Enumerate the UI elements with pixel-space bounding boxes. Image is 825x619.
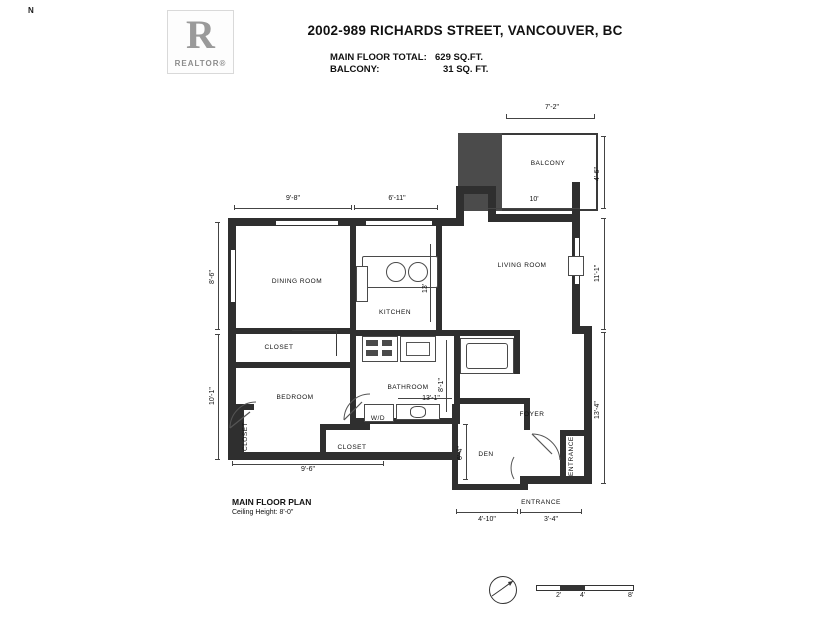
dim-dining-left: 8'-6" (209, 270, 216, 284)
tick-d4 (215, 459, 220, 460)
tick-a3 (601, 136, 606, 137)
tick-e2 (383, 461, 384, 466)
wall-closet-bottom (236, 362, 356, 368)
dimline-entrance-bottom (520, 512, 582, 513)
wall-balcony-top (502, 133, 598, 135)
dim-balcony-depth: 4'-6" (594, 167, 601, 181)
door-den-arc (500, 455, 528, 483)
kitchen-sink-2 (406, 342, 430, 356)
room-label-bathroom: BATHROOM (387, 384, 429, 391)
wall-bottom-den (452, 484, 528, 490)
wall-bath-top (442, 330, 520, 336)
dimline-bedroom-bottom (232, 464, 384, 465)
room-label-closet-dining: CLOSET (264, 344, 294, 351)
dim-bath-width: 13'-1" (422, 395, 440, 402)
dim-right-lower: 13'-4" (594, 401, 601, 419)
tick-g4 (581, 509, 582, 514)
dim-balcony-width: 7'-2" (545, 104, 559, 111)
dim-dining-top: 9'-8" (286, 195, 300, 202)
bathtub-inner (466, 343, 508, 369)
dimline-bedroom-left (218, 334, 219, 460)
scale-bar (536, 583, 634, 599)
tick-b4 (601, 483, 606, 484)
tick-a1 (506, 114, 507, 119)
ceiling-height-note: Ceiling Height: 8'-0" (232, 509, 294, 516)
door-entrance-arc (530, 430, 564, 464)
tick-c1 (234, 205, 235, 210)
window-dining-left (230, 250, 236, 302)
tick-b2 (601, 329, 606, 330)
stove-burner-1 (366, 340, 378, 346)
wall-top-right (488, 214, 580, 222)
room-label-closet-bedroom-2: CLOSET (337, 444, 367, 451)
dimline-kitchen-top (354, 208, 438, 209)
room-label-living-room: LIVING ROOM (497, 262, 547, 269)
dimline-right-lower (604, 332, 605, 484)
dimline-kitchen-vert (430, 244, 431, 322)
realtor-logo-letter: R (186, 12, 215, 57)
window-kitchen (366, 220, 432, 226)
dim-kitchen-vert: 13' (422, 283, 429, 293)
room-label-closet-foyer: ENTRANCE (568, 436, 575, 476)
closet-door-line-2 (336, 330, 337, 356)
balcony-total-value: 31 SQ. FT. (443, 64, 489, 75)
room-label-closet-bedroom: CLOSET (242, 421, 249, 451)
scale-tick-2: 2' (556, 592, 562, 599)
wall-balcony-bottom (502, 209, 598, 211)
dim-den-vert: 6'-4" (457, 446, 464, 460)
window-dining (276, 220, 338, 226)
tick-d3 (215, 334, 220, 335)
main-floor-total-value: 629 SQ.FT. (435, 52, 484, 63)
dimline-den-vert (466, 424, 467, 480)
tick-c3 (354, 205, 355, 210)
room-label-foyer: FOYER (519, 411, 545, 418)
dim-entrance-bottom: 3'-4" (544, 516, 558, 523)
main-floor-total-label: MAIN FLOOR TOTAL: (330, 52, 427, 63)
tick-b3 (601, 332, 606, 333)
compass-icon (489, 576, 519, 606)
dimline-balcony-depth (604, 136, 605, 208)
tick-e1 (232, 461, 233, 466)
tick-g2 (517, 509, 518, 514)
compass-north-label: N (28, 6, 34, 15)
dimline-living-top (488, 208, 580, 209)
bathroom-basin (410, 406, 426, 418)
tick-a4 (601, 208, 606, 209)
room-label-balcony: BALCONY (530, 160, 566, 167)
dim-bedroom-left: 10'-1" (209, 387, 216, 405)
wall-bath-right-outer (514, 330, 520, 374)
tick-c2 (351, 205, 352, 210)
dim-living-right: 11'-1" (594, 264, 601, 282)
dimline-living-right (604, 218, 605, 330)
plan-name: MAIN FLOOR PLAN (232, 497, 312, 507)
wall-closet-top (236, 328, 356, 334)
tick-c4 (437, 205, 438, 210)
tick-f2 (463, 479, 468, 480)
room-label-bedroom: BEDROOM (276, 394, 314, 401)
room-label-kitchen: KITCHEN (378, 309, 412, 316)
closet-door-line (292, 330, 336, 331)
stove-burner-4 (382, 350, 392, 356)
dim-bath-vert: 8'-1" (438, 378, 445, 392)
tick-g1 (456, 509, 457, 514)
tick-g3 (520, 509, 521, 514)
kitchen-sink-bowl-1 (386, 262, 406, 282)
dim-den-bottom: 4'-10" (478, 516, 496, 523)
wall-bottom-right (520, 476, 592, 484)
dim-kitchen-top: 6'-11" (388, 195, 406, 202)
realtor-logo (167, 10, 234, 74)
dim-bedroom-bottom: 9'-6" (301, 466, 315, 473)
wall-foyer-top (454, 398, 530, 404)
kitchen-counter-left (356, 266, 368, 302)
stove-burner-2 (382, 340, 392, 346)
room-label-washer-dryer: W/D (370, 415, 386, 422)
tick-f1 (463, 424, 468, 425)
tick-d2 (215, 329, 220, 330)
stove-burner-3 (366, 350, 378, 356)
tick-d1 (215, 222, 220, 223)
dimline-balcony-width (506, 118, 594, 119)
realtor-logo-word: REALTOR® (174, 59, 227, 68)
room-label-entrance: ENTRANCE (521, 499, 561, 506)
room-label-dining-room: DINING ROOM (271, 278, 323, 285)
dimline-dining-left (218, 222, 219, 330)
tick-b1 (601, 218, 606, 219)
page-title: 2002-989 RICHARDS STREET, VANCOUVER, BC (307, 23, 623, 38)
scale-tick-8: 8' (628, 592, 634, 599)
scale-tick-4: 4' (580, 592, 586, 599)
balcony-door (568, 256, 584, 276)
wall-right-lower (584, 326, 592, 484)
wall-bottom-bedroom (228, 452, 460, 460)
dimline-dining-top (234, 208, 352, 209)
tick-a2 (594, 114, 595, 119)
room-label-den: DEN (478, 451, 494, 458)
dimline-den-bottom (456, 512, 518, 513)
balcony-total-label: BALCONY: (330, 64, 380, 75)
dim-living-top: 10' (529, 196, 539, 203)
